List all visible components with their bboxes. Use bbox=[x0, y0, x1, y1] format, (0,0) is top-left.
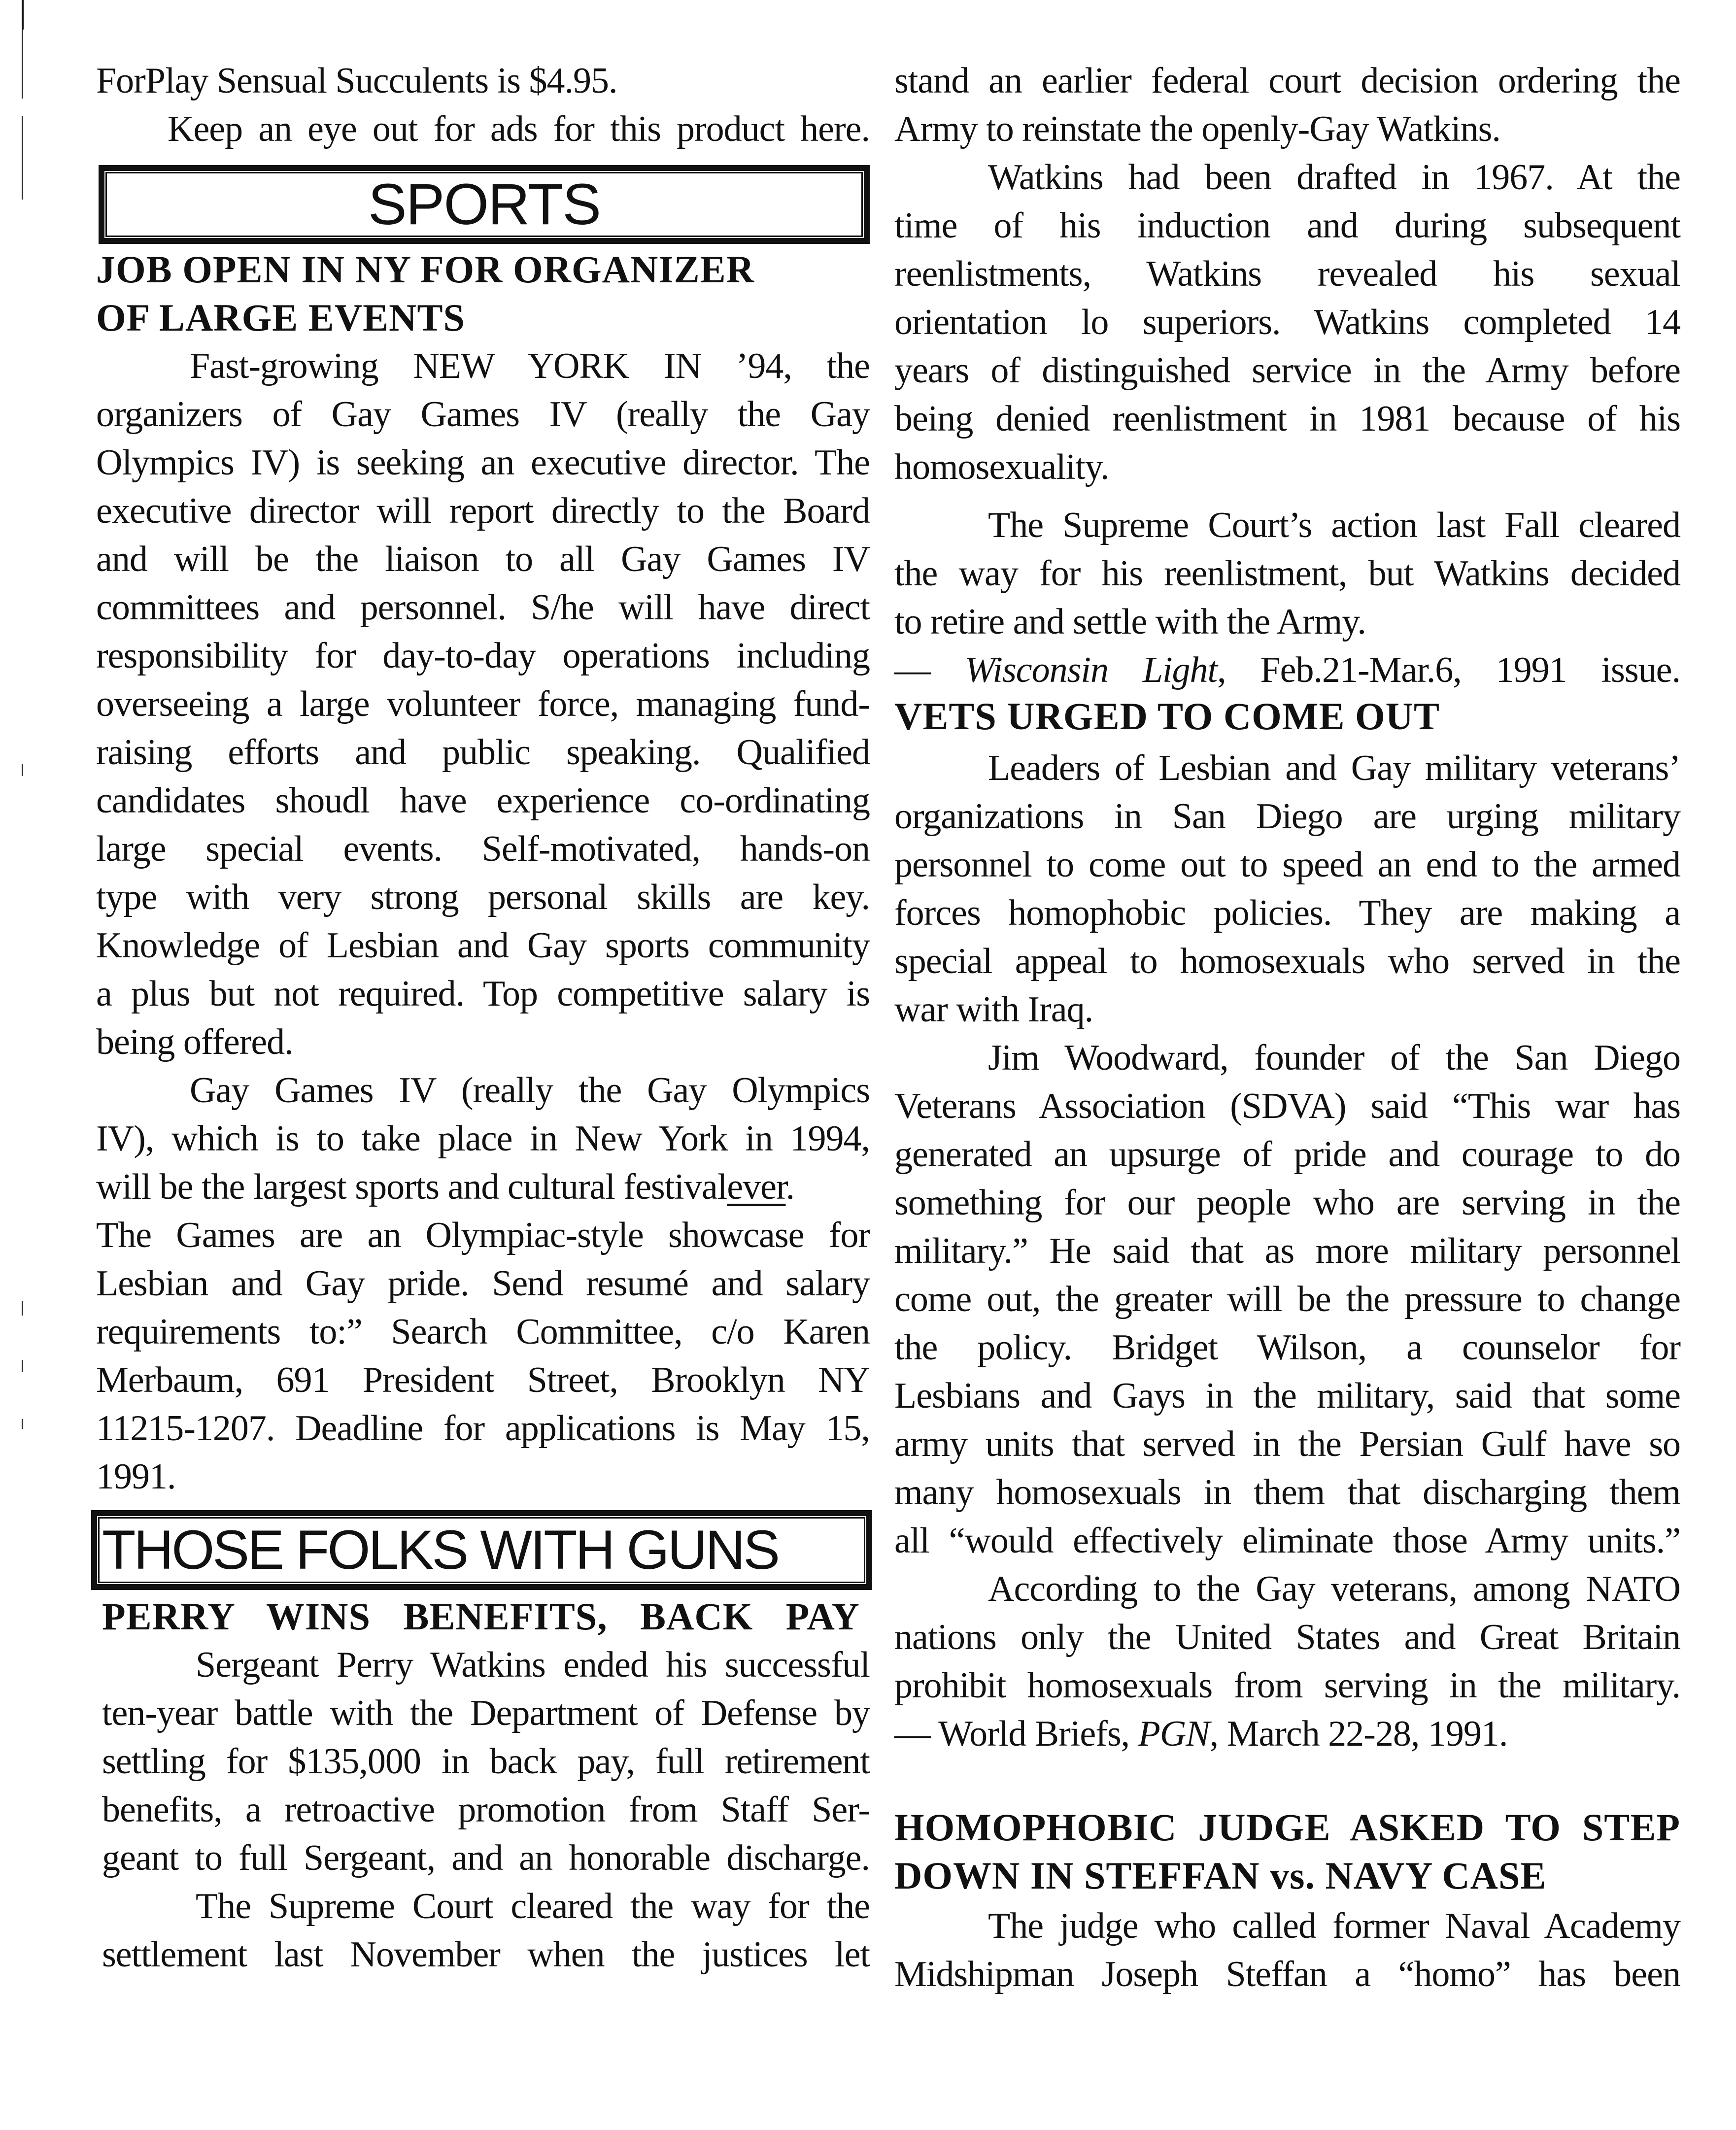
text-line: overseeing a large volunteer force, managing fund- bbox=[96, 684, 870, 724]
scan-margin-mark bbox=[22, 1360, 23, 1372]
underlined-word: ever bbox=[727, 1167, 786, 1207]
intro-paragraph bbox=[96, 57, 870, 153]
text-line: army units that served in the Persian Gulf have so bbox=[894, 1424, 1680, 1464]
text-line bbox=[96, 1163, 870, 1211]
article-headline bbox=[96, 245, 870, 342]
text-line: the way for his reenlistment, but Watkins decided bbox=[894, 553, 1680, 594]
section-header-guns bbox=[91, 1510, 872, 1590]
headline-line: OF LARGE EVENTS bbox=[96, 296, 465, 339]
citation-line bbox=[894, 1710, 1680, 1758]
text-line: reenlistments, Watkins revealed his sexual bbox=[894, 254, 1680, 294]
article-paragraph bbox=[894, 501, 1680, 646]
citation-date: , Feb.21-Mar.6, 1991 issue. bbox=[1217, 650, 1680, 690]
text-line: stand an earlier federal court decision ordering the bbox=[894, 61, 1680, 101]
text-line: Knowledge of Lesbian and Gay sports community bbox=[96, 925, 870, 966]
scan-margin-mark bbox=[22, 1301, 23, 1316]
text-line: candidates shoudl have experience co-ordinating bbox=[96, 780, 870, 821]
article-paragraph bbox=[894, 1565, 1680, 1710]
text-line: being denied reenlistment in 1981 because of his bbox=[894, 399, 1680, 439]
scan-margin-mark bbox=[22, 30, 23, 99]
source-citation bbox=[894, 1710, 1680, 1758]
text-line: being offered. bbox=[96, 1022, 293, 1062]
text-line: The Games are an Olympiac-style showcase for bbox=[96, 1215, 870, 1255]
text-line: something for our people who are serving in the bbox=[894, 1183, 1680, 1223]
text-line: the policy. Bridget Wilson, a counselor for bbox=[894, 1327, 1680, 1368]
text-line: Olympics IV) is seeking an executive director. The bbox=[96, 442, 870, 483]
text-line: prohibit homosexuals from serving in the military. bbox=[894, 1665, 1680, 1706]
text-line: organizations in San Diego are urging military bbox=[894, 796, 1680, 837]
text-line: a plus but not required. Top competitive salary is bbox=[96, 974, 870, 1014]
text-line: homosexuality. bbox=[894, 447, 1109, 487]
intro-line: ForPlay Sensual Succulents is $4.95. bbox=[96, 61, 617, 101]
citation-line bbox=[894, 646, 1680, 694]
article-paragraph bbox=[102, 1641, 870, 1882]
text-line: many homosexuals in them that discharging them bbox=[894, 1472, 1680, 1513]
text-line: Midshipman Joseph Steffan a “homo” has been bbox=[894, 1954, 1680, 1995]
text-line: to retire and settle with the Army. bbox=[894, 602, 1366, 642]
scan-margin-mark bbox=[22, 764, 23, 776]
text-line: responsibility for day-to-day operations including bbox=[96, 636, 870, 676]
citation-date: , March 22-28, 1991. bbox=[1209, 1714, 1508, 1754]
text-line: years of distinguished service in the Army before bbox=[894, 350, 1680, 391]
intro-line: Keep an eye out for ads for this product here. bbox=[168, 109, 870, 149]
text-line: Sergeant Perry Watkins ended his successful bbox=[196, 1645, 870, 1685]
text-line: 11215-1207. Deadline for applications is May 15, bbox=[96, 1408, 870, 1449]
text-line: Veterans Association (SDVA) said “This war has bbox=[894, 1086, 1680, 1126]
text-line: executive director will report directly to the Board bbox=[96, 491, 870, 531]
text-line: Jim Woodward, founder of the San Diego bbox=[988, 1038, 1680, 1078]
text-line: 1991. bbox=[96, 1456, 176, 1497]
text-line: Lesbians and Gays in the military, said that some bbox=[894, 1376, 1680, 1416]
article-headline bbox=[894, 692, 1680, 741]
text-line: The Supreme Court cleared the way for the bbox=[196, 1886, 870, 1927]
em-dash: — bbox=[894, 650, 930, 690]
article-paragraph bbox=[96, 1066, 870, 1501]
text-line: generated an upsurge of pride and courage to do bbox=[894, 1134, 1680, 1175]
text-line: come out, the greater will be the pressure to change bbox=[894, 1279, 1680, 1319]
headline-line: DOWN IN STEFFAN vs. NAVY CASE bbox=[894, 1854, 1547, 1897]
text-line: forces homophobic policies. They are making a bbox=[894, 893, 1680, 933]
article-headline bbox=[894, 1803, 1680, 1900]
text-line: benefits, a retroactive promotion from Staff Ser- bbox=[102, 1790, 870, 1830]
headline-line: JOB OPEN IN NY FOR ORGANIZER bbox=[96, 248, 755, 291]
scan-margin-mark bbox=[22, 116, 23, 200]
text-line: ten-year battle with the Department of Defense by bbox=[102, 1693, 870, 1733]
section-header-sports bbox=[99, 165, 870, 244]
text-line: and will be the liaison to all Gay Games IV bbox=[96, 539, 870, 579]
text-line: special appeal to homosexuals who served in the bbox=[894, 941, 1680, 981]
article-paragraph bbox=[894, 1902, 1680, 1998]
text-line: raising efforts and public speaking. Qualified bbox=[96, 732, 870, 773]
text-line: Merbaum, 691 President Street, Brooklyn NY bbox=[96, 1360, 870, 1400]
text-line: orientation lo superiors. Watkins completed 14 bbox=[894, 302, 1680, 342]
text-line: Watkins had been drafted in 1967. At the bbox=[988, 157, 1680, 198]
text-line: committees and personnel. S/he will have direct bbox=[96, 587, 870, 628]
section-title-sports: SPORTS bbox=[368, 172, 601, 237]
publication-name: Wisconsin Light bbox=[964, 650, 1218, 690]
section-title-guns: THOSE FOLKS WITH GUNS bbox=[102, 1519, 779, 1581]
text-line: war with Iraq. bbox=[894, 989, 1093, 1030]
text-line: According to the Gay veterans, among NATO bbox=[988, 1569, 1680, 1609]
text-line: Army to reinstate the openly-Gay Watkins. bbox=[894, 109, 1500, 149]
text-line: Fast-growing NEW YORK IN ’94, the bbox=[190, 346, 870, 386]
publication-name: PGN bbox=[1138, 1714, 1210, 1754]
text-line: personnel to come out to speed an end to the armed bbox=[894, 845, 1680, 885]
headline-line: VETS URGED TO COME OUT bbox=[894, 695, 1440, 738]
text-segment: will be the largest sports and cultural festival bbox=[96, 1167, 727, 1207]
text-line: time of his induction and during subsequent bbox=[894, 205, 1680, 246]
text-line: military.” He said that as more military personnel bbox=[894, 1231, 1680, 1271]
text-line: The judge who called former Naval Academy bbox=[988, 1906, 1680, 1946]
article-paragraph bbox=[894, 1034, 1680, 1565]
text-line: Leaders of Lesbian and Gay military veterans’ bbox=[988, 748, 1680, 788]
text-line: settling for $135,000 in back pay, full retirement bbox=[102, 1741, 870, 1782]
text-line: settlement last November when the justices let bbox=[102, 1934, 870, 1975]
text-line: Gay Games IV (really the Gay Olympics bbox=[190, 1070, 870, 1111]
text-line: geant to full Sergeant, and an honorable discharge. bbox=[102, 1838, 870, 1878]
text-segment: . bbox=[785, 1167, 794, 1207]
scan-margin-mark bbox=[22, 0, 24, 30]
text-line: The Supreme Court’s action last Fall cleared bbox=[988, 505, 1680, 545]
scan-margin-mark bbox=[22, 1419, 23, 1429]
article-headline bbox=[102, 1592, 870, 1641]
text-line: organizers of Gay Games IV (really the Gay bbox=[96, 394, 870, 435]
headline-line: PERRY WINS BENEFITS, BACK PAY bbox=[102, 1595, 860, 1638]
article-paragraph bbox=[102, 1882, 870, 1979]
text-line: IV), which is to take place in New York in 1994, bbox=[96, 1118, 870, 1159]
text-line: requirements to:” Search Committee, c/o Karen bbox=[96, 1312, 870, 1352]
article-paragraph bbox=[894, 57, 1680, 153]
citation-prefix: World Briefs, bbox=[930, 1714, 1138, 1754]
text-line: nations only the United States and Great Britain bbox=[894, 1617, 1680, 1657]
text-line: large special events. Self-motivated, hands-on bbox=[96, 829, 870, 869]
text-line: all “would effectively eliminate those Army units.” bbox=[894, 1521, 1680, 1561]
text-line: type with very strong personal skills are key. bbox=[96, 877, 870, 917]
source-citation bbox=[894, 646, 1680, 694]
article-paragraph bbox=[894, 153, 1680, 491]
article-paragraph bbox=[96, 342, 870, 1066]
article-paragraph bbox=[894, 744, 1680, 1034]
headline-line: HOMOPHOBIC JUDGE ASKED TO STEP bbox=[894, 1806, 1680, 1849]
text-line: Lesbian and Gay pride. Send resumé and salary bbox=[96, 1263, 870, 1304]
em-dash: — bbox=[894, 1714, 930, 1754]
